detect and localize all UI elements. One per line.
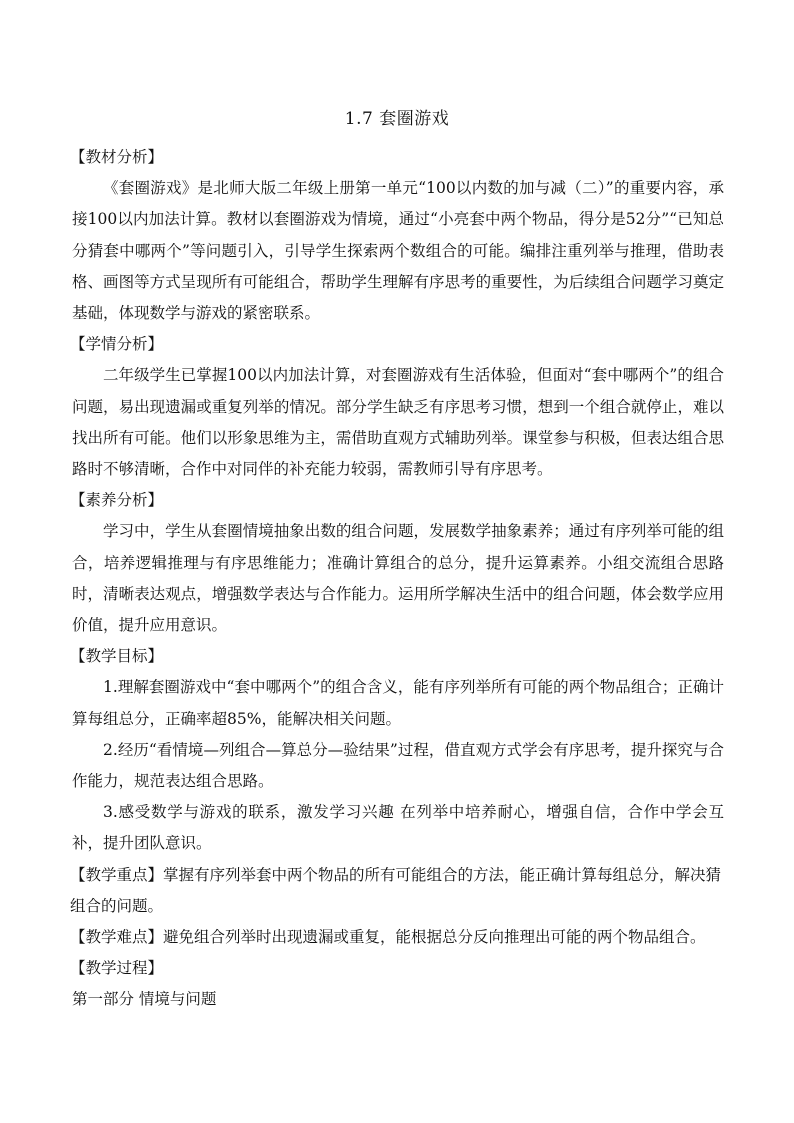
section-heading-literacy: 【素养分析】 [70,491,164,510]
goal-item-1: 1.理解套圈游戏中“套中哪两个”的组合含义，能有序列举所有可能的两个物品组合；正确计算每组总分，正确率超85%，能解决相关问题。 [72,678,724,728]
literacy-paragraph: 学习中，学生从套圈情境抽象出数的组合问题，发展数学抽象素养；通过有序列举可能的组合，培养逻辑推理与有序思维能力；准确计算组合的总分，提升运算素养。小组交流组合思路时，清晰表达观点，增强数学表达与合作能力。运用所学解决生活中的组合问题，体会数学应用价值，提升应用意识。 [72,522,724,635]
difficulty-paragraph [70,922,724,953]
key-point-text: 掌握有序列举套中两个物品的所有可能组合的方法，能正确计算每组总分，解决猜组合的问题。 [70,865,722,915]
section-heading-process: 【教学过程】 [70,959,164,978]
difficulty-text: 避免组合列举时出现遗漏或重复，能根据总分反向推理出可能的两个物品组合。 [163,928,706,947]
page-title: 1.7 套圈游戏 [344,109,450,129]
section-heading-difficulty: 【教学难点】 [70,928,164,947]
goal-item-3: 3.感受数学与游戏的联系，激发学习兴趣 在列举中培养耐心，增强自信，合作中学会互补，提升团队意识。 [72,803,724,853]
analysis-paragraph: 《套圈游戏》是北师大版二年级上册第一单元“100以内数的加与减（二）”的重要内容，承接100以内加法计算。教材以套圈游戏为情境，通过“小亮套中两个物品，得分是52分”“已知总分猜套中哪两个”等问题引入，引导学生探索两个数组合的可能。编排注重列举与推理，借助表格、画图等方式呈现所有可能组合，帮助学生理解有序思考的重要性，为后续组合问题学习奠定基础，体现数学与游戏的紧密联系。 [72,179,724,323]
key-point-paragraph [70,860,724,922]
section-heading-analysis: 【教材分析】 [70,148,164,166]
document-body [72,142,724,1016]
students-paragraph: 二年级学生已掌握100以内加法计算，对套圈游戏有生活体验，但面对“套中哪两个”的组合问题，易出现遗漏或重复列举的情况。部分学生缺乏有序思考习惯，想到一个组合就停止，难以找出所有可能。他们以形象思维为主，需借助直观方式辅助列举。课堂参与积极，但表达组合思路时不够清晰，合作中对同伴的补充能力较弱，需教师引导有序思考。 [72,366,724,479]
section-heading-key: 【教学重点】 [70,865,164,884]
goal-item-2: 2.经历“看情境—列组合—算总分—验结果”过程，借直观方式学会有序思考，提升探究与合作能力，规范表达组合思路。 [72,740,724,791]
process-part-one: 第一部分 情境与问题 [72,990,217,1009]
section-heading-students: 【学情分析】 [70,335,164,354]
section-heading-goals: 【教学目标】 [70,647,164,666]
